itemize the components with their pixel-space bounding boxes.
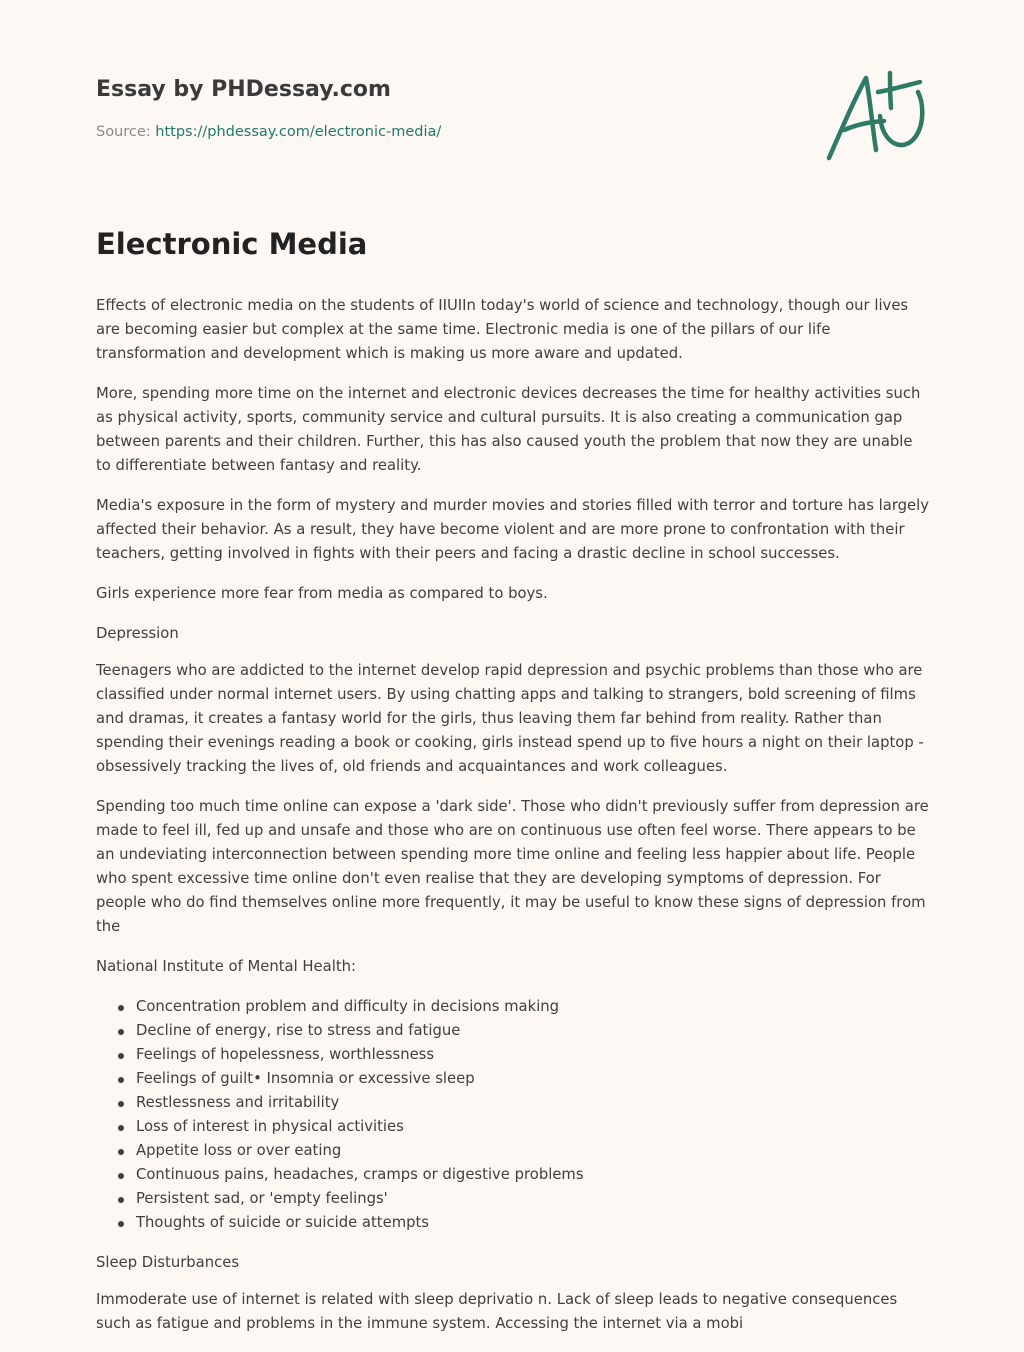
list-item: Feelings of guilt• Insomnia or excessive sleep	[136, 1067, 932, 1091]
symptom-list	[96, 995, 932, 1235]
paragraph-4: Girls experience more fear from media as compared to boys.	[96, 585, 548, 602]
source-line	[96, 124, 441, 140]
paragraph-2: More, spending more time on the internet and electronic devices decreases the time for healthy activities such as physical activity, sports, community service and cultural pursuits. It is also creating a communication gap between parents and their children. Further, this has also caused youth the problem that now they are unable to differentiate between fantasy and reality.	[96, 385, 921, 474]
list-item: Appetite loss or over eating	[136, 1139, 932, 1163]
paragraph-7: National Institute of Mental Health:	[96, 958, 356, 975]
paragraph-6: Spending too much time online can expose a 'dark side'. Those who didn't previously suffer from depression are made to feel ill, fed up and unsafe and those who are on continuous use often feel worse. There appears to be an undeviating interconnection between spending more time online and feeling less happier about life. People who spent excessive time online don't even realise that they are developing symptoms of depression. For people who do find themselves online more frequently, it may be useful to know these signs of depression from the	[96, 798, 929, 935]
paragraph-1: Effects of electronic media on the students of IIUIIn today's world of science and technology, though our lives are becoming easier but complex at the same time. Electronic media is one of the pillars of our life transformation and development which is making us more aware and updated.	[96, 297, 909, 362]
article-title: Electronic Media	[96, 227, 368, 261]
subheading-depression: Depression	[96, 625, 179, 642]
source-label: Source:	[96, 124, 156, 140]
a-plus-logo	[820, 66, 928, 166]
list-item: Continuous pains, headaches, cramps or digestive problems	[136, 1163, 932, 1187]
source-link[interactable]: https://phdessay.com/electronic-media/	[155, 124, 442, 140]
list-item: Concentration problem and difficulty in decisions making	[136, 995, 932, 1019]
list-item: Decline of energy, rise to stress and fatigue	[136, 1019, 932, 1043]
list-item: Restlessness and irritability	[136, 1091, 932, 1115]
brand-title: Essay by PHDessay.com	[96, 77, 391, 102]
paragraph-5: Teenagers who are addicted to the internet develop rapid depression and psychic problems than those who are classified under normal internet users. By using chatting apps and talking to strangers, bold screening of films and dramas, it creates a fantasy world for the girls, thus leaving them far behind from reality. Rather than spending their evenings reading a book or cooking, girls instead spend up to five hours a night on their laptop - obsessively tracking the lives of, old friends and acquaintances and work colleagues.	[96, 662, 924, 775]
list-item: Persistent sad, or 'empty feelings'	[136, 1187, 932, 1211]
article	[96, 224, 932, 1352]
list-item: Thoughts of suicide or suicide attempts	[136, 1211, 932, 1235]
paragraph-3: Media's exposure in the form of mystery and murder movies and stories filled with terror and torture has largely affected their behavior. As a result, they have become violent and are more prone to confrontation with their teachers, getting involved in fights with their peers and facing a drastic decline in school successes.	[96, 497, 930, 562]
list-item: Loss of interest in physical activities	[136, 1115, 932, 1139]
subheading-sleep: Sleep Disturbances	[96, 1254, 240, 1271]
page-header	[96, 74, 796, 140]
list-item: Feelings of hopelessness, worthlessness	[136, 1043, 932, 1067]
paragraph-8: Immoderate use of internet is related with sleep deprivatio n. Lack of sleep leads to negative consequences such as fatigue and problems in the immune system. Accessing the internet via a mobi	[96, 1291, 898, 1332]
